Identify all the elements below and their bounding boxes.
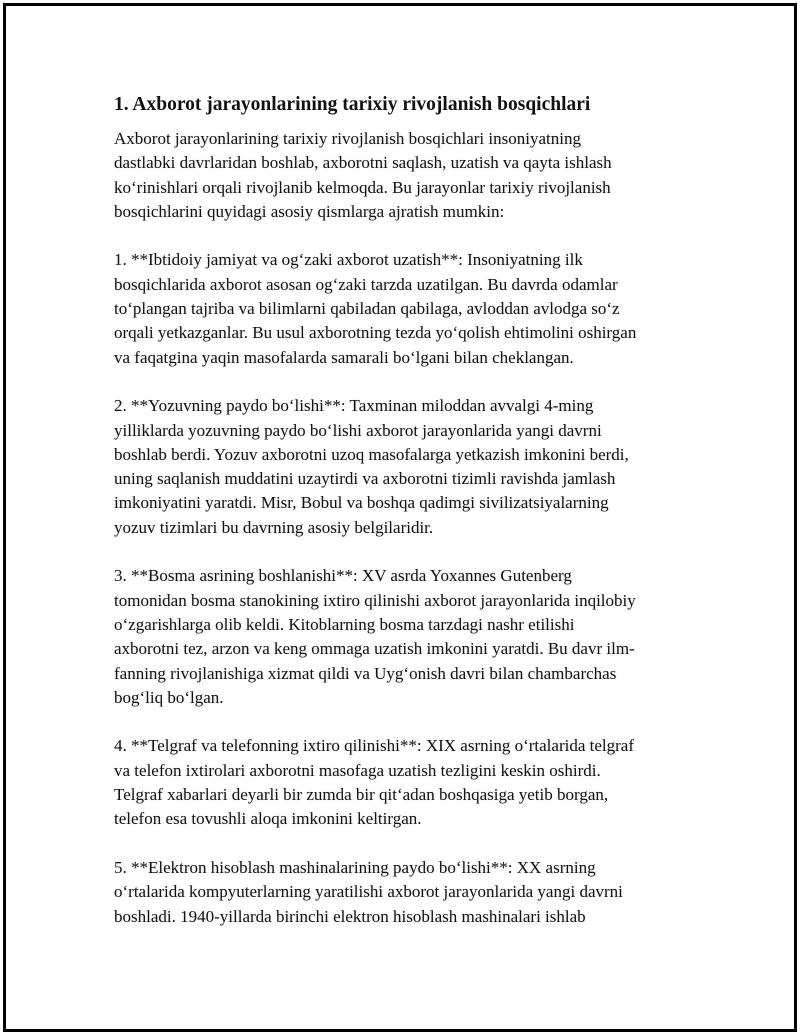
paragraph-line: ko‘rinishlari orqali rivojlanib kelmoqda. Bu jarayonlar tarixiy rivojlanish	[114, 177, 611, 197]
paragraph-line: telefon esa tovushli aloqa imkonini keltirgan.	[114, 809, 422, 829]
paragraph-line: orqali yetkazganlar. Bu usul axborotning tezda yo‘qolish ehtimolini oshirgan	[114, 323, 637, 343]
paragraph-line: 3. **Bosma asrining boshlanishi**: XV asrda Yoxannes Gutenberg	[114, 566, 572, 586]
paragraph-line: bosqichlarida axborot asosan og‘zaki tarzda uzatilgan. Bu davrda odamlar	[114, 274, 618, 294]
paragraph-line: 2. **Yozuvning paydo bo‘lishi**: Taxminan miloddan avvalgi 4-ming	[114, 396, 594, 416]
list-item-1	[114, 248, 689, 369]
list-item-3	[114, 564, 689, 710]
paragraph-line: imkoniyatini yaratdi. Misr, Bobul va boshqa qadimgi sivilizatsiyalarning	[114, 493, 609, 513]
document-title: 1. Axborot jarayonlarining tarixiy rivojlanish bosqichlari	[114, 94, 591, 115]
paragraph-line: tomonidan bosma stanokining ixtiro qilinishi axborot jarayonlarida inqilobiy	[114, 590, 636, 610]
document-body	[114, 92, 689, 953]
paragraph-line: axborotni tez, arzon va keng ommaga uzatish imkonini yaratdi. Bu davr ilm-	[114, 639, 635, 659]
paragraph-line: va faqatgina yaqin masofalarda samarali bo‘lgani bilan cheklangan.	[114, 347, 574, 367]
list-item-5	[114, 856, 689, 929]
paragraph-line: yozuv tizimlari bu davrning asosiy belgilaridir.	[114, 517, 434, 537]
paragraph-line: Axborot jarayonlarining tarixiy rivojlanish bosqichlari insoniyatning	[114, 129, 581, 148]
paragraph-line: boshlab berdi. Yozuv axborotni uzoq masofalarga yetkazish imkonini berdi,	[114, 444, 629, 464]
list-item-2	[114, 394, 689, 540]
paragraph-line: dastlabki davrlaridan boshlab, axborotni saqlash, uzatish va qayta ishlash	[114, 153, 612, 173]
paragraph-line: to‘plangan tajriba va bilimlarni qabiladan qabilaga, avloddan avlodga so‘z	[114, 299, 620, 319]
paragraph-line: Telgraf xabarlari deyarli bir zumda bir qit‘adan boshqasiga yetib borgan,	[114, 785, 609, 805]
paragraph-line: va telefon ixtirolari axborotni masofaga uzatish tezligini keskin oshirdi.	[114, 760, 601, 780]
paragraph-line: 5. **Elektron hisoblash mashinalarining paydo bo‘lishi**: XX asrning	[114, 857, 596, 877]
paragraph-line: bosqichlarini quyidagi asosiy qismlarga ajratish mumkin:	[114, 201, 505, 221]
paragraph-line: 1. **Ibtidoiy jamiyat va og‘zaki axborot uzatish**: Insoniyatning ilk	[114, 250, 583, 270]
paragraph-line: uning saqlanish muddatini uzaytirdi va axborotni tizimli ravishda jamlash	[114, 469, 616, 489]
paragraph-line: o‘rtalarida kompyuterlarning yaratilishi axborot jarayonlarida yangi davrni	[114, 882, 623, 902]
paragraph-line: fanning rivojlanishiga xizmat qildi va Uyg‘onish davri bilan chambarchas	[114, 663, 617, 683]
paragraph-line: bog‘liq bo‘lgan.	[114, 687, 224, 707]
paragraph-line: o‘zgarishlarga olib keldi. Kitoblarning bosma tarzdagi nashr etilishi	[114, 614, 575, 634]
intro-paragraph	[114, 127, 689, 224]
paragraph-line: 4. **Telgraf va telefonning ixtiro qilinishi**: XIX asrning o‘rtalarida telgraf	[114, 736, 634, 756]
list-item-4	[114, 734, 689, 831]
paragraph-line: boshladi. 1940-yillarda birinchi elektron hisoblash mashinalari ishlab	[114, 906, 586, 926]
paragraph-line: yilliklarda yozuvning paydo bo‘lishi axborot jarayonlarida yangi davrni	[114, 420, 602, 440]
